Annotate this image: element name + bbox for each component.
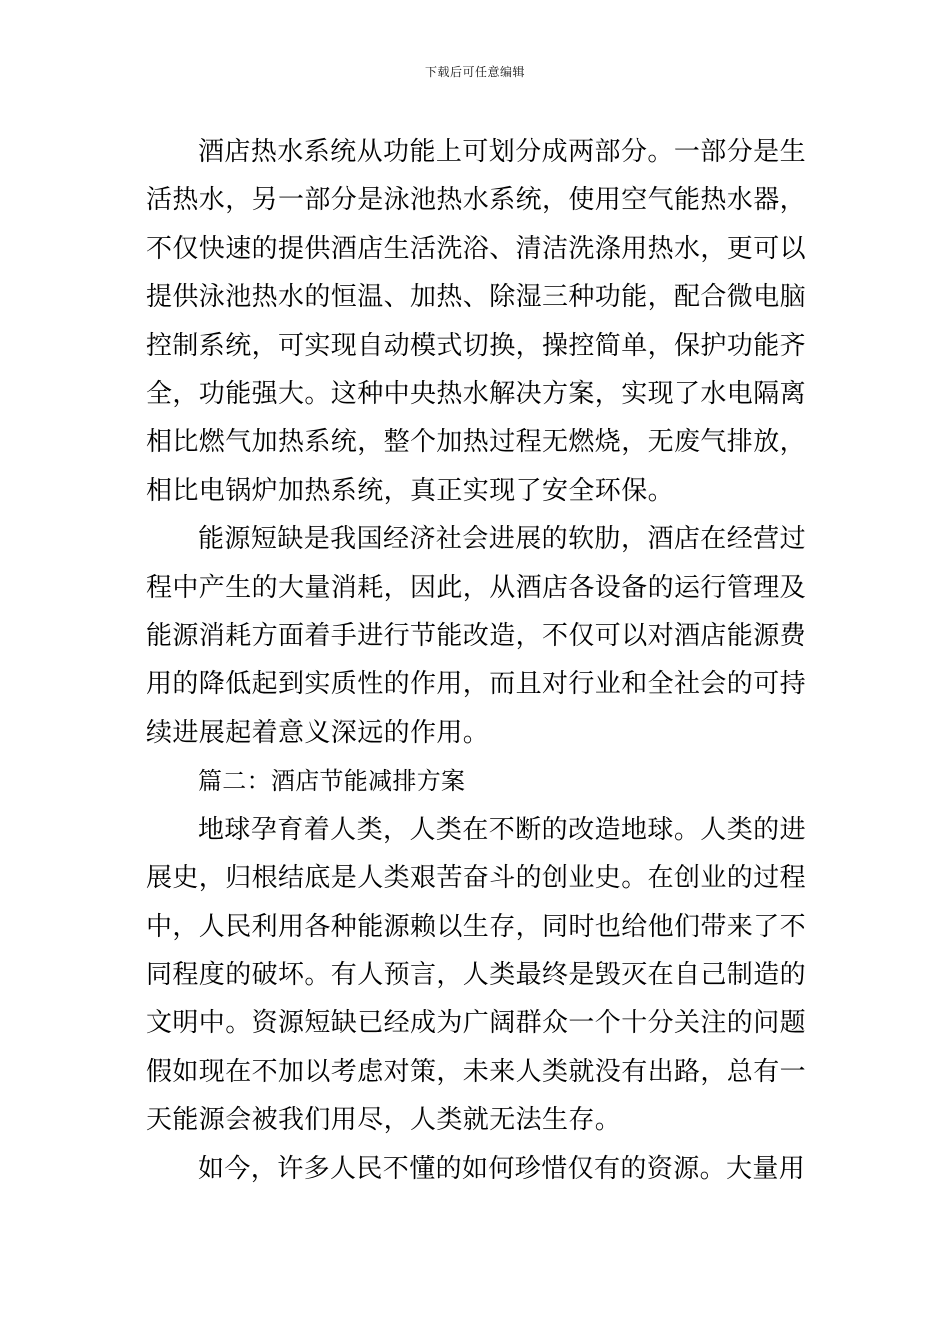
section-title: 篇二：酒店节能减排方案 bbox=[198, 767, 466, 796]
paragraph-hot-water-system: 酒店热水系统从功能上可划分成两部分。一部分是生活热水，另一部分是泳池热水系统，使用空气能热水器，不仅快速的提供酒店生活洗浴、清洁洗涤用热水，更可以提供泳池热水的恒温、加热、除湿三种功能，配合微电脑控制系统，可实现自动模式切换，操控简单，保护功能齐全，功能强大。这种中央热水解决方案，实现了水电隔离相比燃气加热系统，整个加热过程无燃烧，无废气排放，相比电锅炉加热系统，真正实现了安全环保。 bbox=[146, 137, 807, 506]
page-header: 下载后可任意编辑 bbox=[424, 65, 525, 79]
paragraph-energy-shortage: 能源短缺是我国经济社会进展的软肋，酒店在经营过程中产生的大量消耗，因此，从酒店各设备的运行管理及能源消耗方面着手进行节能改造，不仅可以对酒店能源费用的降低起到实质性的作用，而且对行业和全社会的可持续进展起着意义深远的作用。 bbox=[146, 524, 807, 748]
body-text bbox=[146, 128, 806, 1193]
paragraph-resources-today: 如今，许多人民不懂的如何珍惜仅有的资源。大量用 bbox=[198, 1153, 806, 1184]
paragraph-earth-humanity: 地球孕育着人类，人类在不断的改造地球。人类的进展史，归根结底是人类艰苦奋斗的创业史。在创业的过程中，人民利用各种能源赖以生存，同时也给他们带来了不同程度的破坏。有人预言，人类最终是毁灭在自己制造的文明中。资源短缺已经成为广阔群众一个十分关注的问题假如现在不加以考虑对策，未来人类就没有出路，总有一天能源会被我们用尽，人类就无法生存。 bbox=[146, 814, 807, 1136]
